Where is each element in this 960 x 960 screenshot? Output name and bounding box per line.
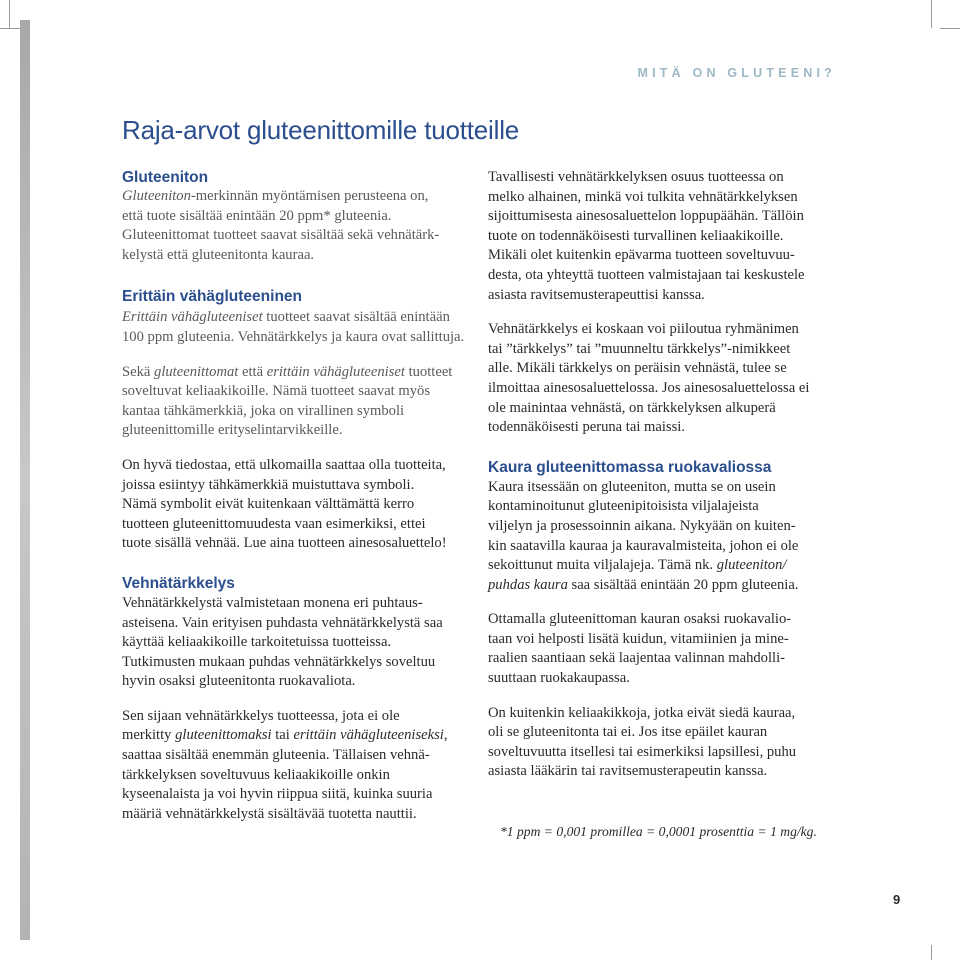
page-title: Raja-arvot gluteenittomille tuotteille	[122, 115, 520, 145]
paragraph-ottamalla	[488, 610, 848, 688]
text-line: käyttää keliaakikoille tarkoitetuissa tuotteissa.	[122, 634, 392, 651]
text-line: Nämä symbolit eivät kuitenkaan välttämättä kerro	[122, 496, 415, 513]
crop-mark	[931, 945, 932, 960]
text-line: tai ”tärkkelys” tai ”muunneltu tärkkelys”-nimikkeet	[488, 340, 791, 357]
text-line: taan voi helposti lisätä kuidun, vitamiinien ja mine-	[488, 630, 789, 647]
running-head: MITÄ ON GLUTEENI?	[637, 66, 836, 80]
text-line: Gluteenittomat tuotteet saavat sisältää sekä vehnätärk-	[122, 227, 440, 244]
text-line: tuote on todennäköisesti turvallinen keliaakikoille.	[488, 227, 784, 244]
section-heading-erittain: Erittäin vähägluteeninen	[122, 288, 303, 306]
text-line: desta, ota yhteyttä tuotteen valmistajaan tai keskustele	[488, 266, 805, 283]
section-heading-kaura: Kaura gluteenittomassa ruokavaliossa	[488, 458, 772, 476]
text-line: raalien saantiaan sekä laajentaa valinnan mahdolli-	[488, 650, 786, 667]
right-column	[488, 168, 848, 782]
text-line: kyseenalaista ja voi hyvin riippua siitä, kuinka suuria	[122, 786, 433, 803]
crop-mark	[940, 28, 960, 29]
text-line: kontaminoitunut gluteenipitoisista viljalajeista	[488, 498, 759, 515]
text-line: alle. Mikäli tärkkelys on peräisin vehnästä, tulee se	[488, 360, 787, 377]
text-line: Sekä gluteenittomat että erittäin vähägluteeniset tuotteet	[122, 363, 453, 380]
section-heading-vehnatarkkelys: Vehnätärkkelys	[122, 574, 235, 592]
text-line: kelystä että gluteenitonta kauraa.	[122, 246, 315, 263]
text-line: tärkkelyksen soveltuvuus keliaakikoille onkin	[122, 766, 390, 783]
crop-mark	[9, 0, 10, 28]
section-erittain-body	[122, 308, 480, 347]
text-line: merkitty gluteenittomaksi tai erittäin vähägluteeniseksi,	[122, 727, 448, 744]
section-heading-gluteeniton: Gluteeniton	[122, 169, 209, 186]
text-line: Vehnätärkkelystä valmistetaan monena eri puhtaus-	[122, 594, 423, 611]
paragraph-tavallisesti	[488, 168, 848, 305]
crop-mark	[931, 0, 932, 28]
text-line: hyvin osaksi gluteenitonta ruokavaliota.	[122, 673, 356, 690]
text-line: Ottamalla gluteenittoman kauran osaksi ruokavalio-	[488, 611, 792, 628]
text-line: suuttaan ruokakaupassa.	[488, 670, 630, 687]
paragraph-ulkomailla	[122, 456, 480, 554]
text-line: ilmoittaa ainesosaluettelossa. Jos ainesosaluettelossa ei	[488, 379, 810, 396]
section-vehnatarkkelys-body	[122, 594, 480, 692]
footnote: *1 ppm = 0,001 promillea = 0,0001 prosenttia = 1 mg/kg.	[500, 824, 817, 839]
text-line: Vehnätärkkelys ei koskaan voi piiloutua ryhmänimen	[488, 321, 799, 338]
text-line: On kuitenkin keliaakikkoja, jotka eivät siedä kauraa,	[488, 704, 796, 721]
text-line: saattaa sisältää enemmän gluteenia. Tällaisen vehnä-	[122, 747, 430, 764]
text-line: melko alhainen, minkä voi tulkita vehnätärkkelyksen	[488, 188, 798, 205]
text-line: tuotteen gluteenittomuudesta vaan esimerkiksi, ettei	[122, 515, 426, 532]
text-line: Tutkimusten mukaan puhdas vehnätärkkelys soveltuu	[122, 653, 436, 670]
text-line: ole mainintaa vehnästä, on tärkkelyksen alkuperä	[488, 399, 776, 416]
text-line: On hyvä tiedostaa, että ulkomailla saattaa olla tuotteita,	[122, 456, 446, 473]
section-gluteeniton-body	[122, 187, 480, 265]
text-line: gluteenittomille erityselintarvikkeille.	[122, 422, 343, 439]
text-line: Gluteeniton-merkinnän myöntämisen perusteena on,	[122, 188, 429, 204]
text-line: Tavallisesti vehnätärkkelyksen osuus tuotteessa on	[488, 169, 784, 185]
text-line: Mikäli olet kuitenkin epävarma tuotteen soveltuvuu-	[488, 247, 795, 264]
crop-mark	[0, 28, 20, 29]
text-line: joissa esiintyy tähkämerkkiä muistuttava symboli.	[122, 476, 415, 493]
paragraph-piiloutua	[488, 320, 848, 438]
text-line: sijoittumisesta ainesosaluettelon loppupäähän. Tällöin	[488, 208, 804, 225]
text-line: kin saatavilla kauraa ja kauravalmisteita, johon ei ole	[488, 537, 799, 554]
text-line: 100 ppm gluteenia. Vehnätärkkelys ja kaura ovat sallittuja.	[122, 328, 465, 345]
text-line: puhdas kaura saa sisältää enintään 20 ppm gluteenia.	[488, 576, 799, 593]
text-line: soveltuvat keliaakikoille. Nämä tuotteet saavat myös	[122, 383, 431, 400]
text-line: tuote sisällä vehnää. Lue aina tuotteen ainesosaluettelo!	[122, 535, 447, 552]
paragraph-sen-sijaan	[122, 707, 480, 825]
text-line: viljelyn ja prosessoinnin aikana. Nykyään on kuiten-	[488, 517, 796, 534]
paragraph-on-kuitenkin	[488, 704, 848, 782]
text-line: sekoittunut muita viljalajeja. Tämä nk. gluteeniton/	[488, 557, 787, 574]
text-line: Sen sijaan vehnätärkkelys tuotteessa, jota ei ole	[122, 707, 400, 724]
text-line: Kaura itsessään on gluteeniton, mutta se on usein	[488, 478, 776, 495]
paragraph-soveltuvat	[122, 363, 480, 441]
text-line: asteisena. Vain erityisen puhdasta vehnätärkkelystä saa	[122, 614, 443, 631]
side-bar	[20, 20, 30, 940]
text-line: soveltuvuutta itsellesi tai esimerkiksi lapsillesi, puhu	[488, 743, 797, 760]
text-line: kantaa tähkämerkkiä, joka on virallinen symboli	[122, 402, 405, 419]
text-line: Erittäin vähägluteeniset tuotteet saavat sisältää enintään	[122, 309, 450, 326]
text-line: että tuote sisältää enintään 20 ppm* gluteenia.	[122, 207, 392, 224]
text-line: oli se gluteenitonta tai ei. Jos itse epäilet kauran	[488, 724, 768, 741]
text-line: todennäköisesti peruna tai maissi.	[488, 419, 685, 436]
left-column	[122, 168, 480, 824]
page-number: 9	[893, 892, 901, 907]
text-line: asiasta ravitsemusterapeuttisi kanssa.	[488, 286, 705, 303]
section-kaura-body	[488, 478, 848, 596]
text-line: asiasta lääkärin tai ravitsemusterapeutin kanssa.	[488, 763, 768, 780]
text-line: määriä vehnätärkkelystä sisältävää tuotetta nauttii.	[122, 805, 417, 822]
